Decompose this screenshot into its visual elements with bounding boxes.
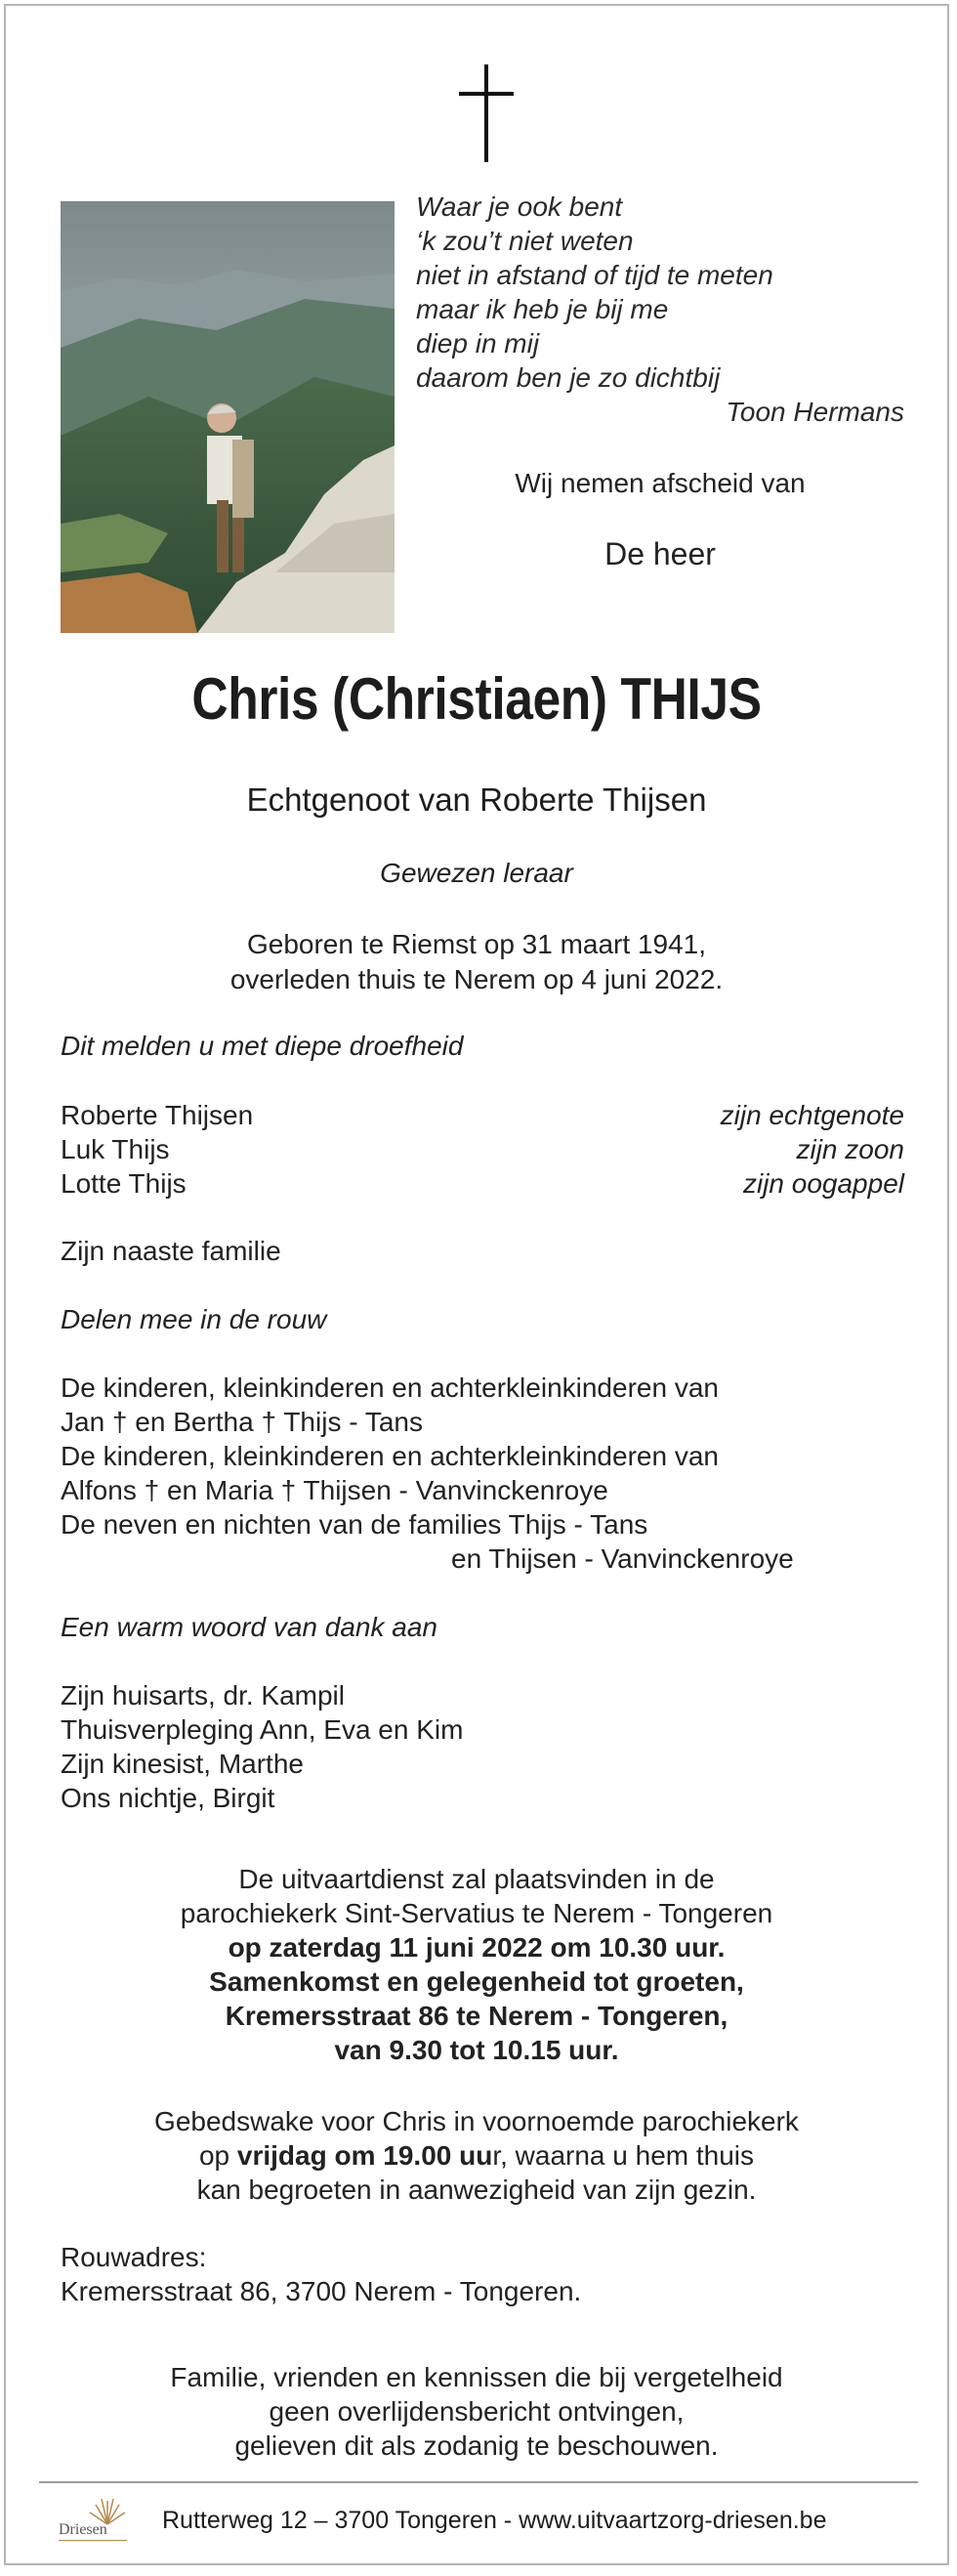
- death-line: overleden thuis te Nerem op 4 juni 2022.: [229, 964, 724, 994]
- funeral-home-logo: [57, 2495, 137, 2550]
- family-row: [61, 1132, 904, 1166]
- service-address: Kremersstraat 86 te Nerem - Tongeren,: [225, 2001, 728, 2031]
- obituary-card: [4, 4, 949, 2565]
- poem-line: niet in afstand of tijd te meten: [416, 260, 773, 290]
- share-list: [61, 1371, 904, 1576]
- thanks-line: Zijn huisarts, dr. Kampil: [61, 1680, 345, 1710]
- spouse-line: Echtgenoot van Roberte Thijsen: [246, 781, 707, 818]
- share-line: en Thijsen - Vanvinckenroye: [451, 1543, 794, 1574]
- birth-death-info: [6, 927, 947, 997]
- salutation: De heer: [604, 536, 716, 571]
- family-name: Lotte Thijs: [61, 1168, 187, 1199]
- vigil-line: Gebedswake voor Chris in voornoemde parochiekerk: [154, 2106, 799, 2136]
- service-line: De uitvaartdienst zal plaatsvinden in de: [238, 1864, 715, 1894]
- thanks-header: Een warm woord van dank aan: [61, 1612, 437, 1642]
- service-gathering: Samenkomst en gelegenheid tot groeten,: [209, 1966, 744, 1997]
- address-label: Rouwadres:: [61, 2242, 207, 2272]
- vigil-line: kan begroeten in aanwezigheid van zijn gezin.: [196, 2175, 757, 2205]
- thanks-line: Ons nichtje, Birgit: [61, 1783, 275, 1813]
- mourning-address: [61, 2240, 904, 2308]
- address-value: Kremersstraat 86, 3700 Nerem - Tongeren.: [61, 2276, 582, 2306]
- family-relation: zijn oogappel: [742, 1168, 904, 1199]
- closing-note: [6, 2360, 947, 2463]
- poem: [416, 190, 904, 429]
- share-line: Jan † en Bertha † Thijs - Tans: [61, 1407, 423, 1437]
- share-line: De kinderen, kleinkinderen en achterkleinkinderen van: [61, 1372, 719, 1403]
- vigil-suffix: r, waarna u hem thuis: [492, 2140, 755, 2171]
- intro-text: Wij nemen afscheid van: [515, 468, 806, 498]
- announcement: Dit melden u met diepe droefheid: [61, 1031, 464, 1061]
- poem-line: Waar je ook bent: [416, 191, 623, 222]
- poem-line: ‘k zou’t niet weten: [416, 226, 634, 256]
- thanks-list: [61, 1678, 904, 1815]
- footer-contact: Rutterweg 12 – 3700 Tongeren - www.uitvaartzorg-driesen.be: [162, 2507, 827, 2534]
- family-list: [61, 1098, 904, 1201]
- vigil-time: vrijdag om 19.00 uu: [236, 2140, 493, 2171]
- share-header: Delen mee in de rouw: [61, 1304, 327, 1334]
- poem-author: Toon Hermans: [726, 397, 904, 427]
- deceased-name: Chris (Christiaen) THIJS: [191, 666, 762, 732]
- family-relation: zijn zoon: [796, 1134, 904, 1164]
- prayer-vigil: [6, 2104, 947, 2207]
- poem-line: maar ik heb je bij me: [416, 294, 669, 324]
- family-row: [61, 1166, 904, 1201]
- family-name: Luk Thijs: [61, 1134, 170, 1164]
- footer-divider: [39, 2481, 918, 2483]
- funeral-service: [6, 1862, 947, 2067]
- share-line: De neven en nichten van de families Thijs - Tans: [61, 1509, 648, 1540]
- service-line: parochiekerk Sint-Servatius te Nerem - Tongeren: [180, 1898, 773, 1928]
- logo-text: Driesen: [59, 2521, 107, 2538]
- family-name: Roberte Thijsen: [61, 1100, 254, 1130]
- thanks-line: Zijn kinesist, Marthe: [61, 1749, 304, 1779]
- service-date: op zaterdag 11 juni 2022 om 10.30 uur.: [228, 1932, 726, 1963]
- cross-icon: [459, 64, 514, 162]
- thanks-line: Thuisverpleging Ann, Eva en Kim: [61, 1714, 464, 1745]
- closing-line: Familie, vrienden en kennissen die bij vergetelheid: [170, 2362, 783, 2392]
- closing-line: gelieven dit als zodanig te beschouwen.: [234, 2430, 719, 2461]
- vigil-prefix: op: [198, 2140, 237, 2171]
- poem-line: diep in mij: [416, 328, 540, 359]
- closest-family: Zijn naaste familie: [61, 1236, 281, 1266]
- family-relation: zijn echtgenote: [720, 1100, 904, 1130]
- poem-line: daarom ben je zo dichtbij: [416, 362, 721, 393]
- portrait-photo: [61, 201, 395, 633]
- share-line: De kinderen, kleinkinderen en achterkleinkinderen van: [61, 1441, 719, 1471]
- footer: [6, 2495, 947, 2554]
- vigil-line: [6, 2138, 947, 2173]
- closing-line: geen overlijdensbericht ontvingen,: [269, 2396, 685, 2427]
- share-line: Alfons † en Maria † Thijsen - Vanvinckenroye: [61, 1475, 608, 1505]
- family-row: [61, 1098, 904, 1132]
- service-time: van 9.30 tot 10.15 uur.: [334, 2035, 619, 2065]
- occupation: Gewezen leraar: [380, 858, 573, 888]
- birth-line: Geboren te Riemst op 31 maart 1941,: [246, 929, 707, 959]
